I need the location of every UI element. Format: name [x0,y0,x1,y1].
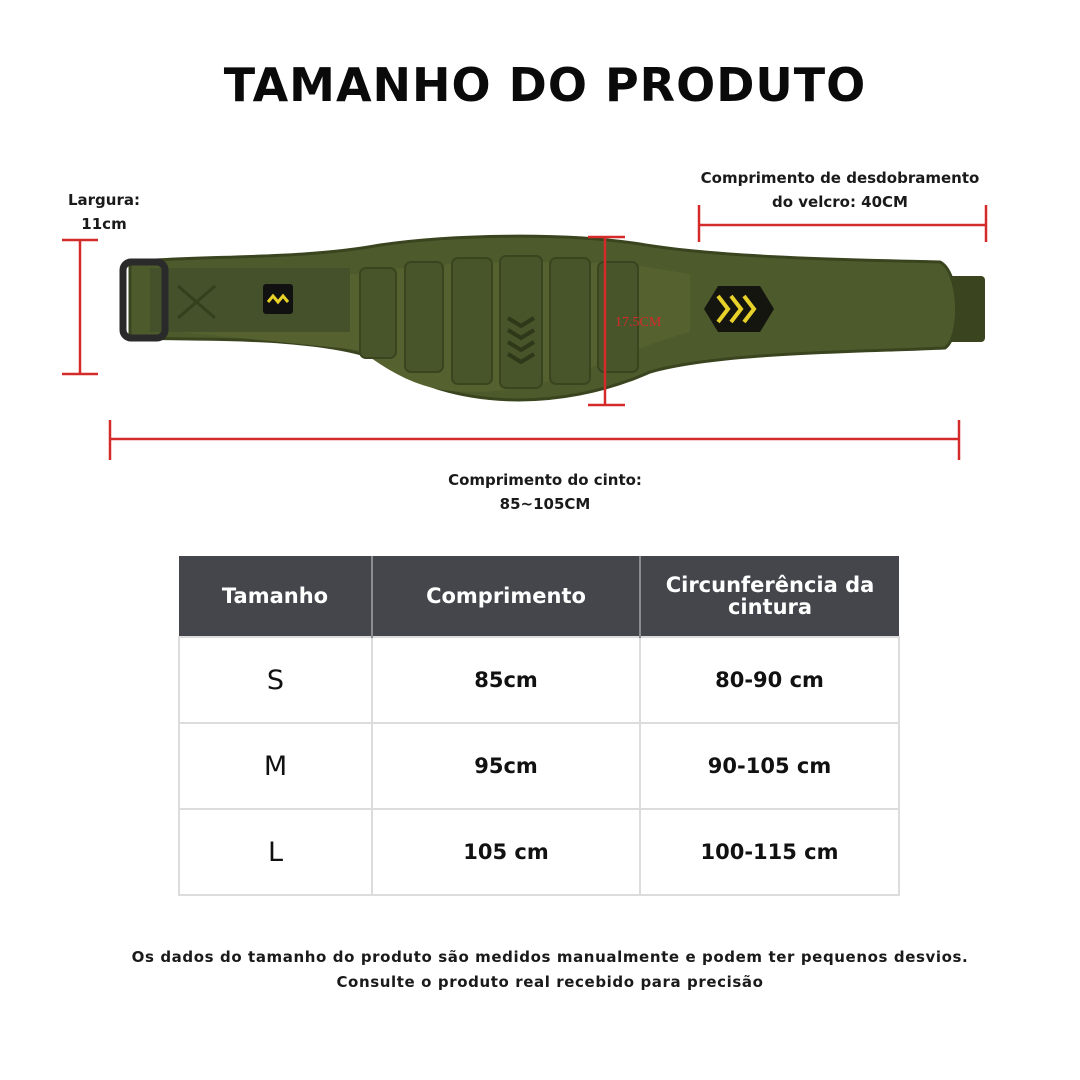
length-label-line2: 85~105CM [499,495,591,513]
width-label-line2: 11cm [81,215,127,233]
table-row [179,809,899,895]
velcro-label-line1: Comprimento de desdobramento [700,169,980,187]
length-cell: 95cm [372,723,640,809]
page-title: TAMANHO DO PRODUTO [223,58,867,112]
disclaimer-note: Os dados do tamanho do produto são medidos manualmente e podem ter pequenos desvios. Consulte o produto real recebido para precisão [131,948,969,991]
length-cell: 105 cm [372,809,640,895]
table-header-row [179,556,899,637]
table-row [179,637,899,723]
size-cell: L [179,809,372,895]
velcro-label-line2: do velcro: 40CM [772,193,908,211]
length-label [395,468,695,516]
waist-cell: 80-90 cm [640,637,899,723]
header-waist: Circunferência da cintura [640,556,899,637]
length-cell: 85cm [372,637,640,723]
size-cell: S [179,637,372,723]
length-label-line1: Comprimento do cinto: [448,471,642,489]
logo-badge [263,284,293,314]
size-cell: M [179,723,372,809]
waist-cell: 90-105 cm [640,723,899,809]
belt-left-strap [150,268,350,332]
table-row [179,723,899,809]
size-table [178,556,900,896]
width-label-line1: Largura: [67,191,140,209]
height-label: 17.5CM [615,315,662,330]
header-length: Comprimento [372,556,640,637]
waist-cell: 100-115 cm [640,809,899,895]
header-size: Tamanho [179,556,372,637]
